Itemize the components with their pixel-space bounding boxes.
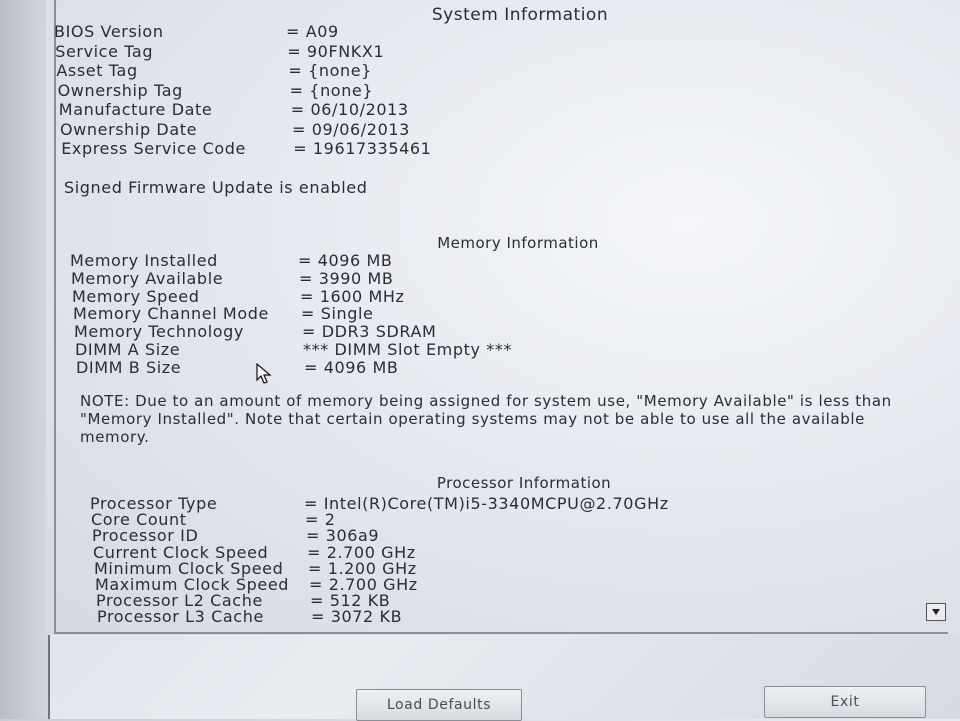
memory-row-label: Memory Available bbox=[71, 268, 224, 288]
load-defaults-button[interactable]: Load Defaults bbox=[356, 689, 522, 721]
system-row-label: Ownership Date bbox=[60, 119, 198, 139]
memory-note: NOTE: Due to an amount of memory being assigned for system use, "Memory Available" is less than "Memory Installed". Note that certain operating systems may not be able to use all the available memory. bbox=[80, 392, 892, 446]
memory-row-value: = 1600 MHz bbox=[300, 286, 405, 306]
processor-row-label: Core Count bbox=[91, 510, 187, 530]
processor-row-value: = 512 KB bbox=[310, 591, 391, 611]
processor-info-title: Processor Information bbox=[436, 474, 612, 492]
mouse-pointer-icon bbox=[255, 363, 275, 385]
memory-row-label: DIMM A Size bbox=[75, 340, 181, 359]
system-row-value: = A09 bbox=[286, 22, 339, 41]
system-row-label: Ownership Tag bbox=[57, 80, 183, 100]
processor-row-value: = Intel(R)Core(TM)i5-3340MCPU@2.70GHz bbox=[304, 494, 669, 513]
processor-row-label: Current Clock Speed bbox=[93, 542, 269, 562]
firmware-status: Signed Firmware Update is enabled bbox=[64, 178, 368, 197]
memory-row-label: Memory Channel Mode bbox=[73, 304, 269, 324]
memory-row-value: = 3990 MB bbox=[299, 268, 394, 288]
memory-info-title: Memory Information bbox=[437, 234, 599, 252]
system-row-label: Service Tag bbox=[55, 41, 154, 61]
memory-row-value: = 4096 MB bbox=[298, 251, 393, 270]
system-row-value: = {none} bbox=[288, 61, 372, 80]
system-row-value: = 06/10/2013 bbox=[290, 100, 409, 119]
processor-row-value: = 1.200 GHz bbox=[308, 558, 417, 578]
processor-row-label: Processor L2 Cache bbox=[96, 591, 263, 611]
system-row-label: Express Service Code bbox=[61, 139, 246, 158]
processor-row-label: Processor ID bbox=[92, 526, 199, 546]
left-frame bbox=[0, 0, 50, 719]
processor-row-label: Minimum Clock Speed bbox=[94, 558, 284, 578]
processor-row-label: Processor Type bbox=[90, 494, 218, 513]
memory-row-label: Memory Speed bbox=[72, 286, 200, 306]
memory-row-value: = 4096 MB bbox=[304, 357, 399, 377]
system-info-title: System Information bbox=[431, 5, 609, 25]
scroll-down-button[interactable] bbox=[926, 603, 946, 621]
processor-row-value: = 3072 KB bbox=[311, 607, 403, 627]
processor-row-value: = 2.700 GHz bbox=[307, 542, 416, 562]
system-row-value: = {none} bbox=[289, 80, 374, 100]
memory-row-value: = DDR3 SDRAM bbox=[302, 322, 437, 342]
processor-row-value: = 2.700 GHz bbox=[309, 575, 418, 594]
processor-row-label: Maximum Clock Speed bbox=[95, 575, 290, 594]
processor-row-value: = 306a9 bbox=[306, 526, 380, 546]
memory-row-label: DIMM B Size bbox=[76, 357, 182, 377]
system-row-label: Manufacture Date bbox=[58, 100, 213, 119]
chevron-down-icon bbox=[931, 608, 941, 616]
system-row-value: = 90FNKX1 bbox=[287, 41, 385, 61]
system-row-value: = 19617335461 bbox=[293, 139, 432, 158]
exit-button[interactable]: Exit bbox=[764, 686, 926, 718]
memory-row-value: *** DIMM Slot Empty *** bbox=[303, 340, 513, 359]
system-row-label: BIOS Version bbox=[54, 22, 164, 41]
memory-row-label: Memory Installed bbox=[70, 251, 218, 270]
system-row-label: Asset Tag bbox=[56, 61, 138, 80]
system-row-value: = 09/06/2013 bbox=[292, 119, 410, 139]
memory-row-value: = Single bbox=[301, 304, 374, 324]
processor-row-value: = 2 bbox=[305, 510, 336, 530]
memory-row-label: Memory Technology bbox=[74, 322, 244, 342]
processor-row-label: Processor L3 Cache bbox=[97, 607, 264, 627]
